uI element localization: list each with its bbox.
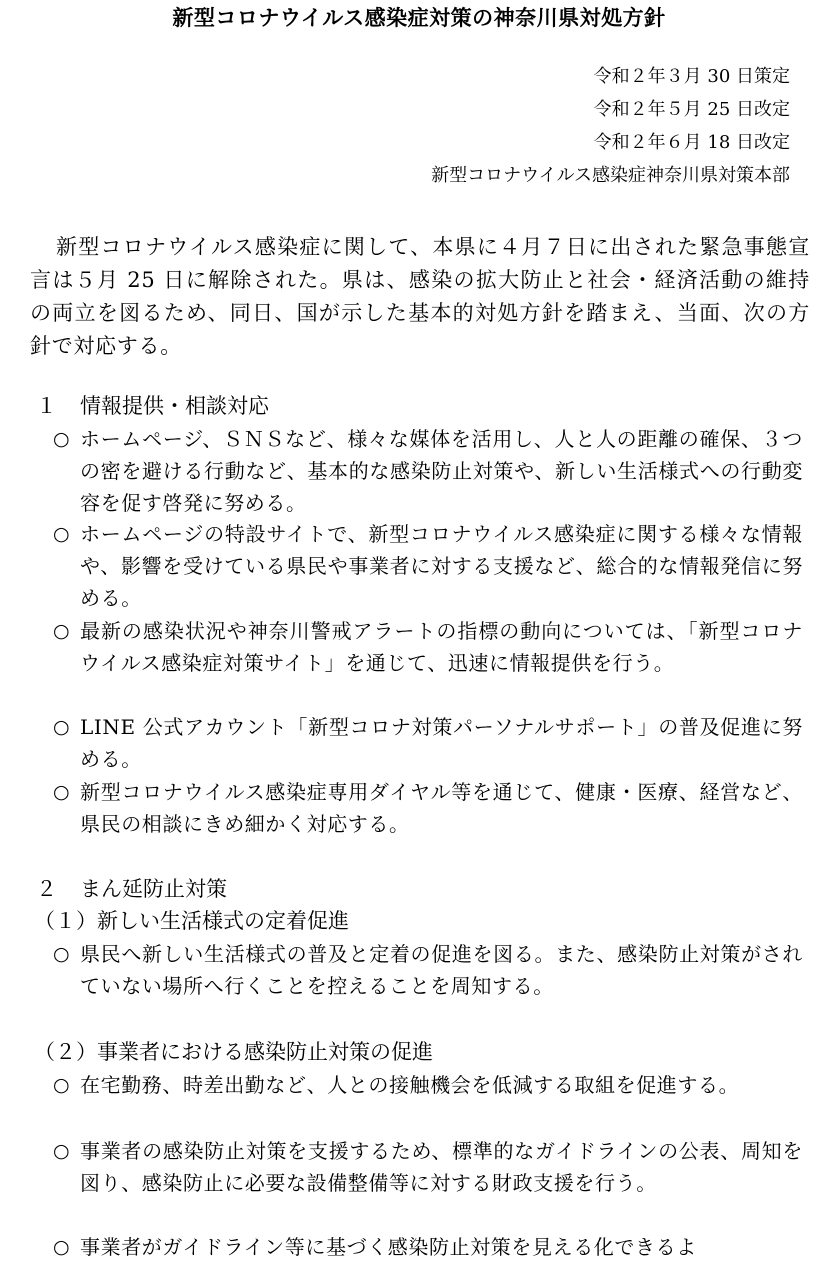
subsection-2-heading (34, 1039, 433, 1065)
subsection-1-title: 新しい生活様式の定着促進 (97, 909, 349, 933)
section-2-heading (36, 876, 227, 902)
list-item-text: 最新の感染状況や神奈川警戒アラートの指標の動向については、「新型コロナウイルス感染症対策サイト」を通じて、迅速に情報提供を行う。 (80, 619, 803, 675)
circle-bullet-icon: ○ (53, 620, 70, 642)
circle-bullet-icon: ○ (53, 716, 70, 738)
section-1-heading (36, 393, 269, 419)
section-2-title: まん延防止対策 (80, 877, 227, 901)
subsection-1-number: （１） (34, 909, 97, 933)
document-title: 新型コロナウイルス感染症対策の神奈川県対処方針 (172, 6, 666, 30)
section-1-title: 情報提供・相談対応 (80, 394, 269, 418)
list-item-text: ホームページ、ＳＮＳなど、様々な媒体を活用し、人と人の距離の確保、３つの密を避ける行動など、基本的な感染防止対策や、新しい生活様式への行動変容を促す啓発に努める。 (80, 427, 803, 515)
list-item (53, 518, 803, 614)
list-item-text: 新型コロナウイルス感染症専用ダイヤル等を通じて、健康・医療、経営など、県民の相談にきめ細かく対応する。 (80, 780, 803, 836)
circle-bullet-icon: ○ (53, 1140, 70, 1162)
date-revised-june: 令和２年６月 18 日改定 (593, 132, 790, 153)
circle-bullet-icon: ○ (53, 428, 70, 450)
date-revised-may: 令和２年５月 25 日改定 (593, 99, 790, 120)
list-item (53, 1069, 803, 1101)
list-item-text: 事業者がガイドライン等に基づく感染防止対策を見える化できるよ (80, 1235, 697, 1259)
circle-bullet-icon: ○ (53, 1074, 70, 1096)
list-item (53, 423, 803, 519)
circle-bullet-icon: ○ (53, 781, 70, 803)
subsection-2-title: 事業者における感染防止対策の促進 (97, 1040, 433, 1064)
circle-bullet-icon: ○ (53, 523, 70, 545)
list-item (53, 1135, 803, 1199)
circle-bullet-icon: ○ (53, 1236, 70, 1258)
list-item-text: 事業者の感染防止対策を支援するため、標準的なガイドラインの公表、周知を図り、感染防止に必要な設備整備等に対する財政支援を行う。 (80, 1139, 803, 1195)
list-item (53, 938, 803, 1002)
list-item (53, 615, 803, 679)
section-1-number: １ (36, 394, 57, 418)
list-item-text: ホームページの特設サイトで、新型コロナウイルス感染症に関する様々な情報や、影響を受けている県民や事業者に対する支援など、総合的な情報発信に努める。 (80, 522, 803, 610)
section-2-number: ２ (36, 877, 57, 901)
list-item-text: LINE 公式アカウント「新型コロナ対策パーソナルサポート」の普及促進に努める。 (80, 715, 803, 771)
subsection-2-number: （２） (34, 1040, 97, 1064)
list-item-text: 在宅勤務、時差出勤など、人との接触機会を低減する取組を促進する。 (80, 1073, 740, 1097)
list-item (53, 776, 803, 840)
intro-paragraph: 新型コロナウイルス感染症に関して、本県に４月７日に出された緊急事態宣言は５月 25 日に解除された。県は、感染の拡大防止と社会・経済活動の維持の両立を図るため、同日、国が示した基本的対処方針を踏まえ、当面、次の方針で対応する。 (30, 235, 810, 358)
issuing-organization: 新型コロナウイルス感染症神奈川県対策本部 (431, 165, 790, 186)
date-established: 令和２年３月 30 日策定 (593, 66, 790, 87)
subsection-1-heading (34, 908, 349, 934)
list-item (53, 711, 803, 775)
list-item-text: 県民へ新しい生活様式の普及と定着の促進を図る。また、感染防止対策がされていない場所へ行くことを控えることを周知する。 (80, 942, 803, 998)
circle-bullet-icon: ○ (53, 943, 70, 965)
list-item (53, 1231, 803, 1263)
